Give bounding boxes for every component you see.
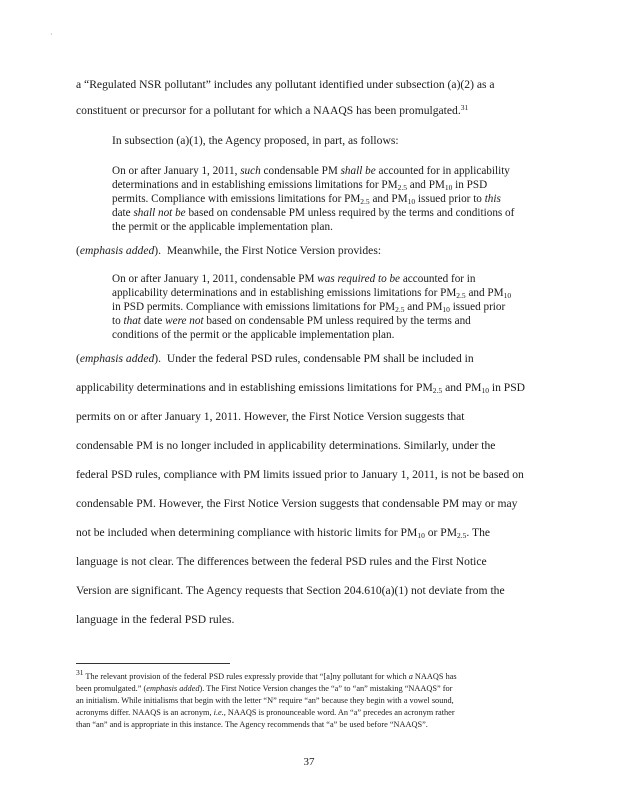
emphasis-note-1: (emphasis added). Meanwhile, the First Notice Version provides: — [76, 244, 382, 257]
footnote-rule — [76, 663, 230, 664]
body-line-3: In subsection (a)(1), the Agency proposed, in part, as follows: — [112, 134, 399, 147]
body-line-9: condensable PM. However, the First Notice Version suggests that condensable PM may or may — [76, 497, 518, 510]
body-line-11: language is not clear. The differences between the federal PSD rules and the First Notice — [76, 555, 487, 568]
body-line-8: federal PSD rules, compliance with PM limits issued prior to January 1, 2011, is not be based on — [76, 468, 524, 481]
body-line-13: language in the federal PSD rules. — [76, 613, 235, 626]
body-line-6: permits on or after January 1, 2011. However, the First Notice Version suggests that — [76, 410, 465, 423]
body-line-2: constituent or precursor for a pollutant for which a NAAQS has been promulgated.$^{31}$ — [76, 103, 469, 117]
scan-mark: · — [50, 30, 53, 39]
body-line-4: (emphasis added). Under the federal PSD rules, condensable PM shall be included in — [76, 352, 474, 365]
body-line-10: not be included when determining compliance with historic limits for $PM_{10}$ or $PM_{2.5}$. The — [76, 526, 491, 540]
page-number: 37 — [303, 756, 315, 768]
body-line-1: a “Regulated NSR pollutant” includes any pollutant identified under subsection (a)(2) as a — [76, 78, 495, 91]
body-line-5: applicability determinations and in establishing emissions limitations for $PM_{2.5}$ and $PM_{10}$ in PSD — [76, 381, 526, 395]
body-line-7: condensable PM is no longer included in applicability determinations. Similarly, under the — [76, 439, 496, 452]
body-line-12: Version are significant. The Agency requests that Section 204.610(a)(1) not deviate from the — [76, 584, 505, 597]
footnote-reference: 31 — [460, 103, 469, 112]
